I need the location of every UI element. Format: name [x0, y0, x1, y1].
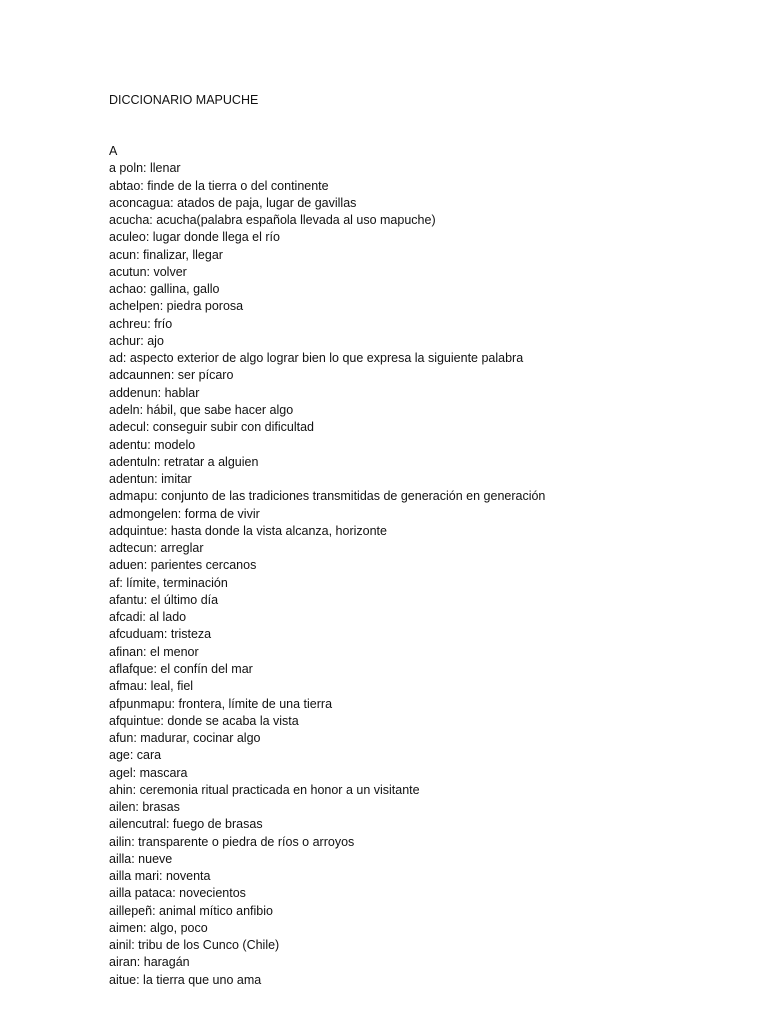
dictionary-entry-list	[109, 143, 545, 989]
dictionary-entry: afinan: el menor	[109, 644, 199, 659]
dictionary-entry: aduen: parientes cercanos	[109, 558, 257, 573]
dictionary-entry: adtecun: arreglar	[109, 541, 204, 556]
dictionary-entry: achao: gallina, gallo	[109, 282, 220, 297]
dictionary-entry: ailla mari: noventa	[109, 869, 211, 884]
dictionary-entry: aculeo: lugar donde llega el río	[109, 230, 280, 245]
dictionary-entry: a poln: llenar	[109, 161, 181, 176]
dictionary-entry: ainil: tribu de los Cunco (Chile)	[109, 938, 280, 953]
dictionary-entry: acun: finalizar, llegar	[109, 247, 223, 262]
dictionary-entry: abtao: finde de la tierra o del continente	[109, 178, 329, 193]
dictionary-entry: af: límite, terminación	[109, 575, 228, 590]
dictionary-entry: adentuln: retratar a alguien	[109, 454, 259, 469]
dictionary-entry: afquintue: donde se acaba la vista	[109, 713, 299, 728]
dictionary-entry: adeln: hábil, que sabe hacer algo	[109, 402, 294, 417]
dictionary-entry: adquintue: hasta donde la vista alcanza, horizonte	[109, 523, 387, 538]
dictionary-entry: achelpen: piedra porosa	[109, 299, 244, 314]
dictionary-entry: afpunmapu: frontera, límite de una tierra	[109, 696, 333, 711]
document-title: DICCIONARIO MAPUCHE	[109, 93, 259, 107]
dictionary-entry: ailen: brasas	[109, 800, 180, 815]
dictionary-entry: airan: haragán	[109, 955, 190, 970]
dictionary-entry: afantu: el último día	[109, 592, 219, 607]
dictionary-entry: aimen: algo, poco	[109, 920, 208, 935]
dictionary-entry: admongelen: forma de vivir	[109, 506, 260, 521]
dictionary-entry: ailla: nueve	[109, 851, 173, 866]
dictionary-entry: addenun: hablar	[109, 385, 200, 400]
dictionary-entry: afcuduam: tristeza	[109, 627, 212, 642]
dictionary-entry: agel: mascara	[109, 765, 188, 780]
dictionary-entry: adentu: modelo	[109, 437, 196, 452]
dictionary-entry: aitue: la tierra que uno ama	[109, 972, 262, 987]
dictionary-entry: adecul: conseguir subir con dificultad	[109, 420, 314, 435]
dictionary-entry: aconcagua: atados de paja, lugar de gavillas	[109, 195, 357, 210]
dictionary-entry: ailencutral: fuego de brasas	[109, 817, 263, 832]
section-letter-heading: A	[109, 144, 118, 158]
dictionary-entry: ad: aspecto exterior de algo lograr bien lo que expresa la siguiente palabra	[109, 351, 524, 366]
dictionary-entry: ailla pataca: novecientos	[109, 886, 246, 901]
dictionary-entry: afun: madurar, cocinar algo	[109, 731, 261, 746]
dictionary-entry: aillepeñ: animal mítico anfibio	[109, 903, 273, 918]
dictionary-entry: acucha: acucha(palabra española llevada al uso mapuche)	[109, 213, 436, 228]
dictionary-entry: aflafque: el confín del mar	[109, 661, 253, 676]
dictionary-entry: adcaunnen: ser pícaro	[109, 368, 234, 383]
dictionary-entry: admapu: conjunto de las tradiciones transmitidas de generación en generación	[109, 489, 546, 504]
dictionary-entry: acutun: volver	[109, 264, 187, 279]
dictionary-entry: afcadi: al lado	[109, 610, 187, 625]
dictionary-entry: achreu: frío	[109, 316, 173, 331]
dictionary-entry: adentun: imitar	[109, 472, 192, 487]
dictionary-entry: ailin: transparente o piedra de ríos o arroyos	[109, 834, 355, 849]
dictionary-entry: afmau: leal, fiel	[109, 679, 194, 694]
dictionary-entry: ahin: ceremonia ritual practicada en honor a un visitante	[109, 782, 420, 797]
dictionary-entry: age: cara	[109, 748, 162, 763]
dictionary-entry: achur: ajo	[109, 333, 164, 348]
